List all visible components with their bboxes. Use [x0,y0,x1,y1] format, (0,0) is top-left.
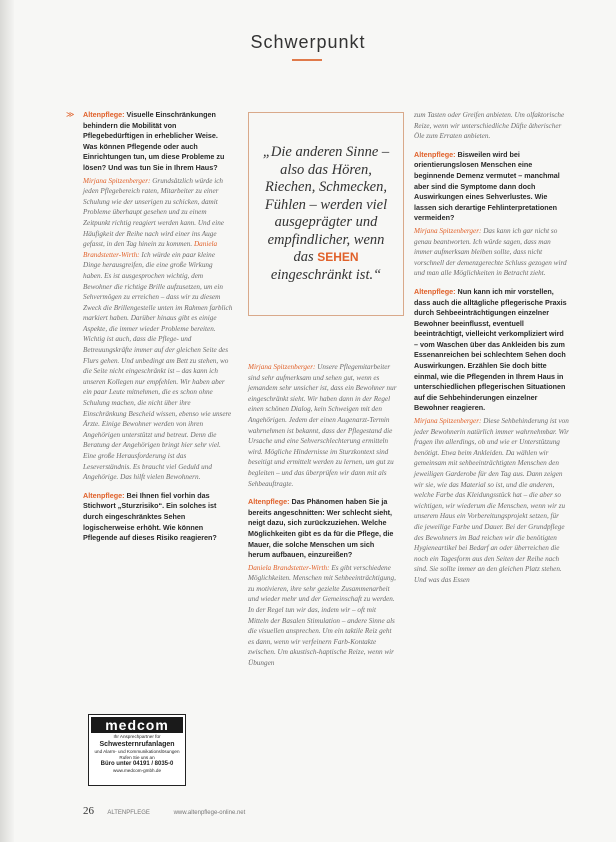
answer-text: Diese Sehbehinderung ist von jeder Bewohnerin natürlich immer wahrnehmbar. Wir fragen ihn allerdings, ob und wie er Unterstützung benötigt. Etwa beim Ankleiden. Da wählen wir gemeinsam mit sehbeeinträchtigten Menschen den jeweiligen Garderobe für den Tag aus. Dann zeigen wir sie, wie das Material so ist, und die anderen, welche Farbe das Kleidungsstück hat – die aber so wichtigen, wir wiederum die Menschen, wenn wir zu unserem Haus ein Vorbereitungsprojekt setzen, für die jeweilige Farbe und Dauer. Bei der Grundpflege des Bewohners im Bad reichen wir die benötigten Hygieneartikel bei Bedarf an oder überreichen die noch ein Tagesform aus den Seiten der Reihe nach sind. Sie sollte immer an den gleichen Platz stehen. Und was das Essen [414,417,569,584]
answer-text: Unsere Pflegemitarbeiter sind sehr aufmerksam und sehen gut, wenn es jemandem sehr unsicher ist, dass ein Bewohner nur eingeschränkt sieht. Wir haben dann in der Regel einen schönen Dialog, kein Schweigen mit den Angehörigen. Jedem der einen Augenarzt-Termin wahrnehmen ist bekannt, dass der Pflegestand die Ursache und eine Sehverschlechterung ermitteln wird. Mögliche Hindernisse im Sturzkontext sind beseitigt und ermittelt werden zu lernen, um gut zu begleiten – und das überprüfen wir dann mit als Sehbeauftragte. [248,363,397,488]
pull-quote [249,144,403,284]
middle-column [248,362,398,677]
answer-text: Das kann ich gar nicht so genau beantworten. Ich würde sagen, dass man immer aufmerksam bleiben sollte, dass nicht vorschnell der demenzgerechte Schluss gezogen wird und man alle Möglichkeiten in Betracht zieht. [414,226,567,278]
speaker: Altenpflege: [248,497,290,507]
answer [248,362,398,489]
ad-website: www.medcom-gmbh.de [113,768,161,773]
question [248,497,398,561]
quote-text: „Die anderen Sinne – also das Hören, Riechen, Schmecken, Fühlen – werden viel ausgeprägter und empfindlicher, wenn das [262,144,390,265]
question-text: Visuelle Einschränkungen behindern die Mobilität von Pflegebedürftigen in erheblicher Weise. Was können Pflegende oder auch Einrichtungen tun, um diese Probleme zu lösen? Und was tun Sie in Ihrem Haus? [83,110,225,172]
speaker: Daniela Brandstetter-Wirth: [83,240,218,259]
website-url: www.altenpflege-online.net [173,810,246,816]
answer [248,563,398,669]
right-column [414,110,569,594]
page-edge-shadow [0,0,14,842]
advertisement [88,714,186,786]
speaker: Mirjana Spitzenberger: [83,176,151,185]
question [414,150,569,224]
answer [83,176,233,483]
question-text: Bisweilen wird bei orientierungslosen Menschen eine beginnende Demenz vermutet – manchmal aber sind die Symptome dann doch Auswirkungen eines Sehverlustes. Wie lassen sich derartige Fehlinterpretationen vermeiden? [414,149,560,223]
answer-text: Grundsätzlich würde ich jeden Pflegebereich raten, Mitarbeiter zu einer Schulung wie der unserigen zu schicken, damit Probleme überhaupt gesehen und zu einem Zeitpunkt richtig reagiert werden kann. Und eine Häufigkeit der Reihe nach wird einer ins Auge gefasst, in den Tag hinein zu kommen. [83,176,224,249]
ad-title: Schwesternrufanlagen [99,741,175,748]
speaker: Mirjana Spitzenberger: [414,226,482,235]
question [83,491,233,544]
question-text: Bei Ihnen fiel vorhin das Stichwort „Sturzrisiko“. Ein solches ist durch eingeschränktes Sehen logischerweise erhöht. Wie können Pflegende auf dieses Risiko reagieren? [83,490,217,543]
question [414,287,569,414]
question-text: Nun kann ich mir vorstellen, dass auch die alltägliche pflegerische Praxis durch Sehbeeinträchtigungen einzelner Bewohner beeinflusst, eventuell beeinträchtigt, vielleicht verkompliziert wird – vom Waschen über das Ankleiden bis zum Essenanreichen bei schlechtem Sehen doch Auswirkungen. Erzählen Sie doch bitte einmal, wie die Pflegenden in Ihrem Haus in unterschiedlichen pflegerischen Situationen auf die Sehbehinderungen einzelner Bewohner reagieren. [414,286,567,413]
speaker: Daniela Brandstetter-Wirth: [248,563,330,572]
arrow-icon: ≫ [66,110,75,119]
ad-phone: Büro unter 04191 / 8035-0 [100,761,174,767]
page-footer [83,805,563,817]
quote-highlight: SEHEN [317,250,359,264]
speaker: Altenpflege: [414,149,456,159]
quote-text: eingeschränkt ist.“ [270,266,382,283]
speaker: Mirjana Spitzenberger: [414,417,482,426]
question [83,110,233,174]
title-underline [292,59,322,61]
answer-text: Es gibt verschiedene Möglichkeiten. Menschen mit Sehbeeinträchtigung, zu motivieren, ihre sehr gezielte Zusammenarbeit und wieder mehr und der Gemeinschaft zu werden. In der Regel tun wir das, indem wir – oft mit Mitteln der Basalen Stimulation – andere Sinne als die visuellen ansprechen. Um ein taktile Reiz geht es dann, wenn wir verfeinern Farb-Kontakte zwischen. Um akustisch-haptische Reize, wenn wir Übungen [248,563,396,668]
section-title: Schwerpunkt [250,32,366,52]
answer-text: Ich würde ein paar kleine Dinge herausgreifen, die eine große Wirkung haben. Es ist ausgesprochen wichtig, dem Bewohner die richtige Brille aufzusetzen, um ein Sehvermögen zu erreichen – dass wir zu diesem Zweck die Brillengestelle unten im Rahmen farblich markiert haben. Darüber hinaus gibt es einige Aspekte, die immer wieder Probleme bereiten. Wichtig ist auch, dass die Pflege- und Betreuungskräfte immer auf der gleichen Seite des Flurs gehen. Und unbedingt am Bett zu stehen, wo die Seite nicht eingeschränkt ist – das kann ich unseren Kollegen nur empfehlen. Wir haben aber ein paar Leute mitnehmen, die es schon ohne Schulung machen, die nicht über ihre Einschränkung Bescheid wissen, ebenso wie unsere Ärzte. Einige Bewohner werden von ihren Angehörigen unterstützt und betreut. Denn die Beratung der Angehörigen bringt hier sehr viel. Eine große Herausforderung ist das Leseverständnis. Es braucht viel Geduld und Angehörige. Das hilft vielen Bewohnern. [83,250,233,482]
speaker: Mirjana Spitzenberger: [248,363,316,371]
speaker: Altenpflege: [83,110,125,119]
pull-quote-box [248,112,404,316]
answer [414,226,569,279]
left-column [83,110,233,546]
page-number: 26 [83,805,94,817]
ad-line: und Alarm- und Kommunikationslösungen [94,749,180,754]
question-text: Das Phänomen haben Sie ja bereits angeschnitten: Wer schlecht sieht, neigt dazu, sich zurückzuziehen. Welche Möglichkeiten gibt es da für die Pflege, die Mauer, die solche Menschen um sich herum aufbauen, einzureißen? [248,497,394,560]
answer [414,416,569,586]
ad-tagline: Ihr Ansprechpartner für [113,734,161,739]
answer: zum Tasten oder Greifen anbieten. Um olfaktorische Reize, wenn wir unterschiedliche Düfte ätherischer Öle zum Erraten anbieten. [414,111,565,141]
speaker: Altenpflege: [414,286,456,296]
publication-name: ALTENPFLEGE [107,810,150,816]
speaker: Altenpflege: [83,490,125,500]
ad-line: Rufen Sie uns an [119,755,155,760]
ad-logo: medcom [91,717,183,733]
